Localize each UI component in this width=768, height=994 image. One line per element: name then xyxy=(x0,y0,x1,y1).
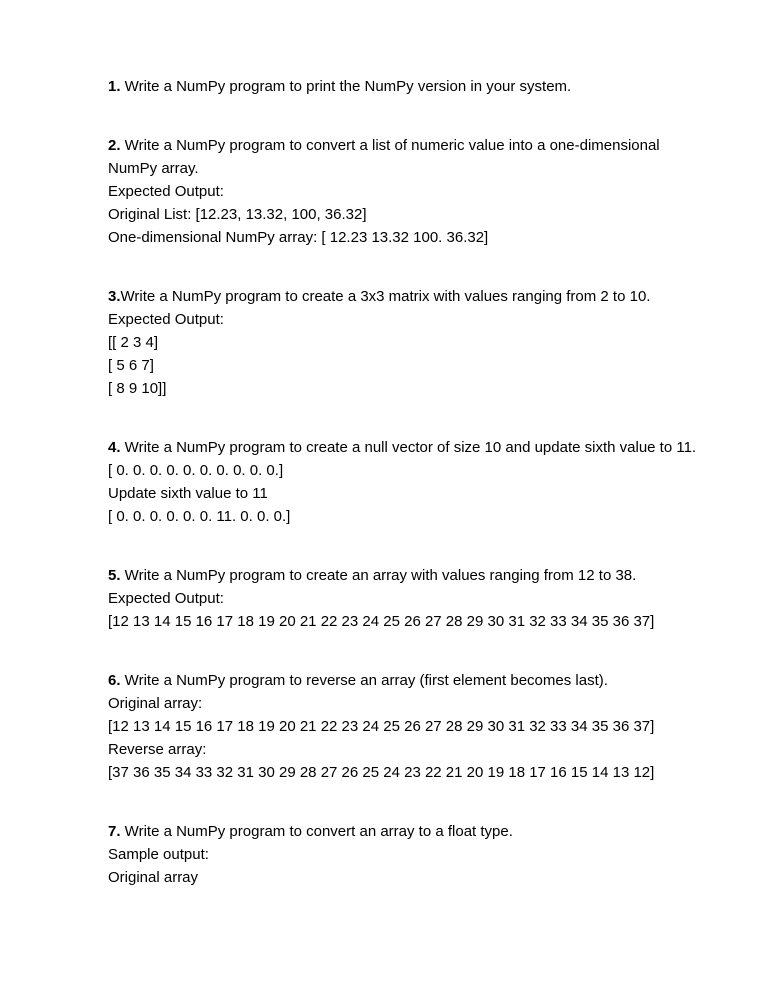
exercise-line: [ 8 9 10]] xyxy=(108,380,167,397)
exercise-title xyxy=(108,285,710,308)
exercise-line: [ 0. 0. 0. 0. 0. 0. 0. 0. 0. 0.] xyxy=(108,462,284,479)
exercise-title-text: Write a NumPy program to create a null vector of size 10 and update sixth value to 11. xyxy=(120,439,697,456)
exercise-title xyxy=(108,75,710,98)
exercise-number: 3. xyxy=(108,288,121,305)
exercise-title-text: Write a NumPy program to create a 3x3 matrix with values ranging from 2 to 10. xyxy=(120,288,651,305)
exercise-number: 2. xyxy=(108,137,121,154)
exercise-line: [ 5 6 7] xyxy=(108,357,154,374)
exercise-item xyxy=(108,285,710,400)
exercise-line: [12 13 14 15 16 17 18 19 20 21 22 23 24 25 26 27 28 29 30 31 32 33 34 35 36 37] xyxy=(108,613,655,630)
exercise-item xyxy=(108,75,710,98)
exercise-line: One-dimensional NumPy array: [ 12.23 13.32 100. 36.32] xyxy=(108,229,489,246)
exercise-line: Reverse array: xyxy=(108,741,207,758)
exercise-line: [12 13 14 15 16 17 18 19 20 21 22 23 24 25 26 27 28 29 30 31 32 33 34 35 36 37] xyxy=(108,718,655,735)
exercise-title xyxy=(108,134,710,180)
exercise-title xyxy=(108,564,710,587)
exercise-title-text: Write a NumPy program to convert an array to a float type. xyxy=(120,823,513,840)
document-content xyxy=(108,75,710,889)
exercise-number: 6. xyxy=(108,672,121,689)
exercise-line: Expected Output: xyxy=(108,183,224,200)
exercise-line: Expected Output: xyxy=(108,311,224,328)
exercise-item xyxy=(108,820,710,889)
exercise-line: Update sixth value to 11 xyxy=(108,485,268,502)
exercise-line: [[ 2 3 4] xyxy=(108,334,159,351)
exercise-line: [37 36 35 34 33 32 31 30 29 28 27 26 25 24 23 22 21 20 19 18 17 16 15 14 13 12] xyxy=(108,764,655,781)
exercise-title xyxy=(108,436,710,459)
exercise-title-text: Write a NumPy program to create an array with values ranging from 12 to 38. xyxy=(120,567,637,584)
exercise-item xyxy=(108,564,710,633)
exercise-title xyxy=(108,669,710,692)
exercise-title-text: Write a NumPy program to print the NumPy version in your system. xyxy=(120,78,572,95)
exercise-line: Expected Output: xyxy=(108,590,224,607)
exercise-line: Sample output: xyxy=(108,846,209,863)
exercise-item xyxy=(108,436,710,528)
exercise-line: Original List: [12.23, 13.32, 100, 36.32] xyxy=(108,206,367,223)
exercise-number: 7. xyxy=(108,823,121,840)
exercise-title-text: Write a NumPy program to convert a list of numeric value into a one-dimensional NumPy array. xyxy=(108,137,664,177)
exercise-number: 4. xyxy=(108,439,121,456)
exercise-number: 5. xyxy=(108,567,121,584)
exercise-item xyxy=(108,669,710,784)
exercise-line: Original array xyxy=(108,869,199,886)
exercise-line: Original array: xyxy=(108,695,203,712)
exercise-item xyxy=(108,134,710,249)
exercise-title xyxy=(108,820,710,843)
exercise-line: [ 0. 0. 0. 0. 0. 0. 11. 0. 0. 0.] xyxy=(108,508,291,525)
exercise-number: 1. xyxy=(108,78,121,95)
exercise-title-text: Write a NumPy program to reverse an array (first element becomes last). xyxy=(120,672,608,689)
